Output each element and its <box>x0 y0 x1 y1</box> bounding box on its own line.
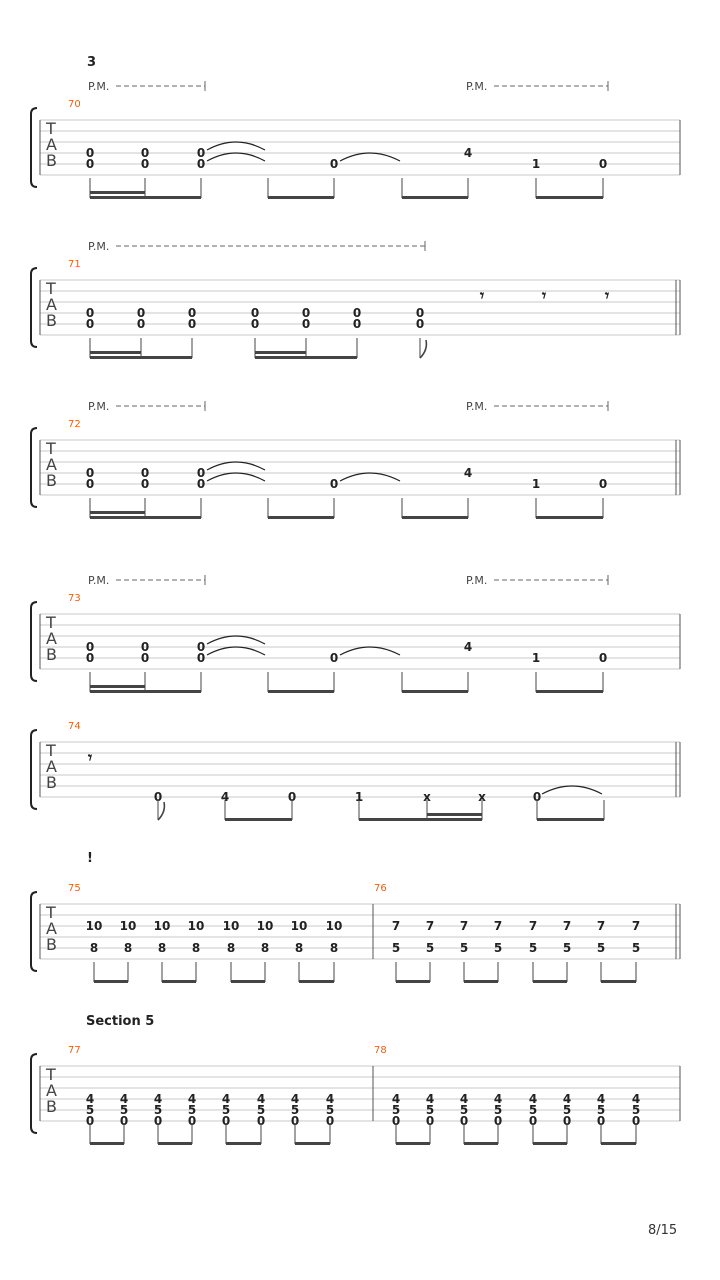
tab-clef-letter: B <box>46 645 57 664</box>
fret-number: 5 <box>325 1103 335 1117</box>
note-beam <box>536 690 603 693</box>
note-beam <box>268 196 334 199</box>
fret-number: 8 <box>329 941 339 955</box>
tab-clef-letter: B <box>46 935 57 954</box>
fret-number: 5 <box>562 1103 572 1117</box>
tab-clef-letter: T <box>46 613 56 632</box>
palm-mute-label: P.M. <box>88 574 110 587</box>
tab-clef-letter: A <box>46 757 57 776</box>
fret-number: 4 <box>290 1092 300 1106</box>
fret-number: 0 <box>196 651 206 665</box>
tie-arc <box>207 142 265 150</box>
fret-number: 8 <box>123 941 133 955</box>
tie-arc <box>207 473 265 481</box>
fret-number: 4 <box>221 1092 231 1106</box>
tab-clef-letter: A <box>46 295 57 314</box>
note-beam <box>94 980 128 983</box>
fret-number: 8 <box>260 941 270 955</box>
fret-number: 0 <box>532 790 542 804</box>
fret-number: 5 <box>528 1103 538 1117</box>
fret-number: 4 <box>528 1092 538 1106</box>
tie-arc <box>207 462 265 470</box>
fret-number: 5 <box>153 1103 163 1117</box>
note-beam <box>90 351 141 354</box>
fret-number: 0 <box>196 157 206 171</box>
fret-number: 5 <box>459 941 469 955</box>
fret-number: 1 <box>531 651 541 665</box>
tab-clef-letter: A <box>46 919 57 938</box>
tab-clef-letter: T <box>46 741 56 760</box>
note-beam <box>537 818 604 821</box>
note-flag <box>420 340 426 358</box>
bar-number: 76 <box>374 883 387 894</box>
note-beam <box>90 690 201 693</box>
fret-number: 4 <box>425 1092 435 1106</box>
note-beam <box>255 356 357 359</box>
fret-number: 0 <box>119 1114 129 1128</box>
fret-number: 5 <box>425 941 435 955</box>
fret-number: 0 <box>415 306 425 320</box>
fret-number: 4 <box>153 1092 163 1106</box>
fret-number: 0 <box>153 1114 163 1128</box>
note-beam <box>536 516 603 519</box>
tie-arc <box>542 786 602 794</box>
tab-clef-letter: B <box>46 471 57 490</box>
palm-mute-label: P.M. <box>466 80 488 93</box>
fret-number: 0 <box>493 1114 503 1128</box>
fret-number: 0 <box>85 317 95 331</box>
fret-number: 7 <box>391 919 401 933</box>
eighth-rest: 𝄾 <box>87 748 93 767</box>
note-beam <box>299 980 334 983</box>
note-beam <box>295 1142 330 1145</box>
bar-number: 73 <box>68 593 81 604</box>
note-beam <box>90 685 145 688</box>
fret-number: 0 <box>136 306 146 320</box>
fret-number: 7 <box>425 919 435 933</box>
fret-number: 0 <box>140 157 150 171</box>
tie-arc <box>340 153 400 161</box>
system-marker: ! <box>87 851 93 866</box>
note-beam <box>402 516 468 519</box>
fret-number: x <box>423 790 431 804</box>
fret-number: 5 <box>119 1103 129 1117</box>
fret-number: 0 <box>329 157 339 171</box>
fret-number: 4 <box>493 1092 503 1106</box>
fret-number: 0 <box>187 306 197 320</box>
fret-number: 0 <box>250 317 260 331</box>
palm-mute-label: P.M. <box>88 80 110 93</box>
fret-number: 0 <box>85 157 95 171</box>
note-beam <box>533 1142 567 1145</box>
fret-number: 5 <box>528 941 538 955</box>
fret-number: 10 <box>187 919 205 933</box>
fret-number: 0 <box>598 651 608 665</box>
fret-number: 0 <box>287 790 297 804</box>
fret-number: 5 <box>391 1103 401 1117</box>
fret-number: x <box>478 790 486 804</box>
system-bracket <box>31 428 37 507</box>
fret-number: 0 <box>140 640 150 654</box>
fret-number: 5 <box>596 1103 606 1117</box>
palm-mute-label: P.M. <box>88 240 110 253</box>
note-beam <box>268 516 334 519</box>
system-bracket <box>31 268 37 347</box>
fret-number: 0 <box>290 1114 300 1128</box>
fret-number: 0 <box>140 477 150 491</box>
palm-mute-label: P.M. <box>88 400 110 413</box>
fret-number: 10 <box>256 919 274 933</box>
fret-number: 8 <box>294 941 304 955</box>
fret-number: 5 <box>256 1103 266 1117</box>
fret-number: 5 <box>596 941 606 955</box>
note-beam <box>90 511 145 514</box>
system-bracket <box>31 1054 37 1133</box>
fret-number: 0 <box>85 477 95 491</box>
fret-number: 0 <box>140 651 150 665</box>
bar-number: 75 <box>68 883 81 894</box>
bar-number: 72 <box>68 419 81 430</box>
tab-clef-letter: B <box>46 1097 57 1116</box>
fret-number: 4 <box>119 1092 129 1106</box>
fret-number: 8 <box>157 941 167 955</box>
eighth-rest: 𝄾 <box>541 286 547 305</box>
fret-number: 5 <box>391 941 401 955</box>
fret-number: 10 <box>222 919 240 933</box>
fret-number: 5 <box>85 1103 95 1117</box>
fret-number: 0 <box>352 306 362 320</box>
fret-number: 10 <box>290 919 308 933</box>
fret-number: 0 <box>85 651 95 665</box>
note-beam <box>601 1142 636 1145</box>
fret-number: 5 <box>562 941 572 955</box>
fret-number: 0 <box>631 1114 641 1128</box>
fret-number: 4 <box>85 1092 95 1106</box>
note-beam <box>268 690 334 693</box>
fret-number: 8 <box>89 941 99 955</box>
fret-number: 4 <box>562 1092 572 1106</box>
fret-number: 10 <box>119 919 137 933</box>
note-beam <box>533 980 567 983</box>
system-marker: 3 <box>87 55 97 70</box>
fret-number: 0 <box>415 317 425 331</box>
fret-number: 5 <box>425 1103 435 1117</box>
bar-number: 71 <box>68 259 81 270</box>
fret-number: 0 <box>221 1114 231 1128</box>
tie-arc <box>340 647 400 655</box>
tie-arc <box>207 636 265 644</box>
note-beam <box>402 690 468 693</box>
bar-number: 77 <box>68 1045 81 1056</box>
note-beam <box>396 980 430 983</box>
tab-clef-letter: A <box>46 135 57 154</box>
fret-number: 5 <box>187 1103 197 1117</box>
tab-clef-letter: B <box>46 773 57 792</box>
note-beam <box>90 1142 124 1145</box>
note-beam <box>90 191 145 194</box>
note-beam <box>255 351 306 354</box>
system-bracket <box>31 892 37 971</box>
fret-number: 0 <box>136 317 146 331</box>
fret-number: 10 <box>325 919 343 933</box>
note-flag <box>158 802 164 820</box>
tie-arc <box>207 153 265 161</box>
fret-number: 0 <box>250 306 260 320</box>
fret-number: 0 <box>85 146 95 160</box>
tab-clef-letter: B <box>46 151 57 170</box>
tab-clef-letter: T <box>46 119 56 138</box>
fret-number: 7 <box>562 919 572 933</box>
tab-clef-letter: T <box>46 903 56 922</box>
fret-number: 0 <box>425 1114 435 1128</box>
bar-number: 74 <box>68 721 81 732</box>
fret-number: 1 <box>531 157 541 171</box>
fret-number: 4 <box>463 466 473 480</box>
section-label: Section 5 <box>86 1014 155 1029</box>
note-beam <box>427 813 482 816</box>
fret-number: 0 <box>187 1114 197 1128</box>
fret-number: 5 <box>221 1103 231 1117</box>
bar-number: 78 <box>374 1045 387 1056</box>
fret-number: 0 <box>196 466 206 480</box>
tie-arc <box>340 473 400 481</box>
fret-number: 0 <box>196 477 206 491</box>
fret-number: 10 <box>85 919 103 933</box>
tab-clef-letter: B <box>46 311 57 330</box>
palm-mute-label: P.M. <box>466 574 488 587</box>
note-beam <box>601 980 636 983</box>
fret-number: 0 <box>301 317 311 331</box>
fret-number: 7 <box>596 919 606 933</box>
system-bracket <box>31 602 37 681</box>
tab-clef-letter: T <box>46 279 56 298</box>
tab-clef-letter: A <box>46 629 57 648</box>
note-beam <box>464 980 498 983</box>
fret-number: 0 <box>85 466 95 480</box>
note-beam <box>359 818 482 821</box>
fret-number: 4 <box>256 1092 266 1106</box>
fret-number: 5 <box>459 1103 469 1117</box>
fret-number: 8 <box>226 941 236 955</box>
fret-number: 0 <box>85 640 95 654</box>
fret-number: 5 <box>290 1103 300 1117</box>
note-beam <box>225 818 292 821</box>
fret-number: 0 <box>329 651 339 665</box>
fret-number: 4 <box>187 1092 197 1106</box>
fret-number: 7 <box>528 919 538 933</box>
fret-number: 5 <box>493 1103 503 1117</box>
system-bracket <box>31 108 37 187</box>
fret-number: 0 <box>301 306 311 320</box>
fret-number: 7 <box>459 919 469 933</box>
fret-number: 7 <box>493 919 503 933</box>
fret-number: 0 <box>196 640 206 654</box>
fret-number: 0 <box>196 146 206 160</box>
fret-number: 0 <box>352 317 362 331</box>
fret-number: 0 <box>598 157 608 171</box>
page-number: 8/15 <box>648 1223 678 1238</box>
fret-number: 5 <box>493 941 503 955</box>
note-beam <box>162 980 196 983</box>
note-beam <box>231 980 265 983</box>
tab-clef-letter: T <box>46 1065 56 1084</box>
tie-arc <box>207 647 265 655</box>
fret-number: 4 <box>631 1092 641 1106</box>
tab-clef-letter: T <box>46 439 56 458</box>
eighth-rest: 𝄾 <box>479 286 485 305</box>
fret-number: 4 <box>463 640 473 654</box>
system-bracket <box>31 730 37 809</box>
fret-number: 0 <box>85 306 95 320</box>
fret-number: 8 <box>191 941 201 955</box>
fret-number: 0 <box>596 1114 606 1128</box>
fret-number: 1 <box>531 477 541 491</box>
fret-number: 0 <box>140 466 150 480</box>
fret-number: 0 <box>325 1114 335 1128</box>
fret-number: 4 <box>463 146 473 160</box>
fret-number: 4 <box>391 1092 401 1106</box>
note-beam <box>90 196 201 199</box>
fret-number: 4 <box>220 790 230 804</box>
fret-number: 4 <box>596 1092 606 1106</box>
fret-number: 0 <box>459 1114 469 1128</box>
fret-number: 0 <box>598 477 608 491</box>
fret-number: 0 <box>85 1114 95 1128</box>
fret-number: 0 <box>528 1114 538 1128</box>
fret-number: 0 <box>256 1114 266 1128</box>
fret-number: 0 <box>187 317 197 331</box>
fret-number: 0 <box>562 1114 572 1128</box>
fret-number: 10 <box>153 919 171 933</box>
note-beam <box>402 196 468 199</box>
palm-mute-label: P.M. <box>466 400 488 413</box>
fret-number: 0 <box>391 1114 401 1128</box>
fret-number: 0 <box>140 146 150 160</box>
fret-number: 7 <box>631 919 641 933</box>
note-beam <box>396 1142 430 1145</box>
fret-number: 5 <box>631 941 641 955</box>
fret-number: 0 <box>153 790 163 804</box>
note-beam <box>464 1142 498 1145</box>
fret-number: 1 <box>354 790 364 804</box>
note-beam <box>158 1142 192 1145</box>
note-beam <box>90 516 201 519</box>
fret-number: 4 <box>325 1092 335 1106</box>
note-beam <box>536 196 603 199</box>
tab-clef-letter: A <box>46 1081 57 1100</box>
fret-number: 5 <box>631 1103 641 1117</box>
note-beam <box>90 356 192 359</box>
tab-clef-letter: A <box>46 455 57 474</box>
eighth-rest: 𝄾 <box>604 286 610 305</box>
fret-number: 4 <box>459 1092 469 1106</box>
fret-number: 0 <box>329 477 339 491</box>
bar-number: 70 <box>68 99 81 110</box>
note-beam <box>226 1142 261 1145</box>
